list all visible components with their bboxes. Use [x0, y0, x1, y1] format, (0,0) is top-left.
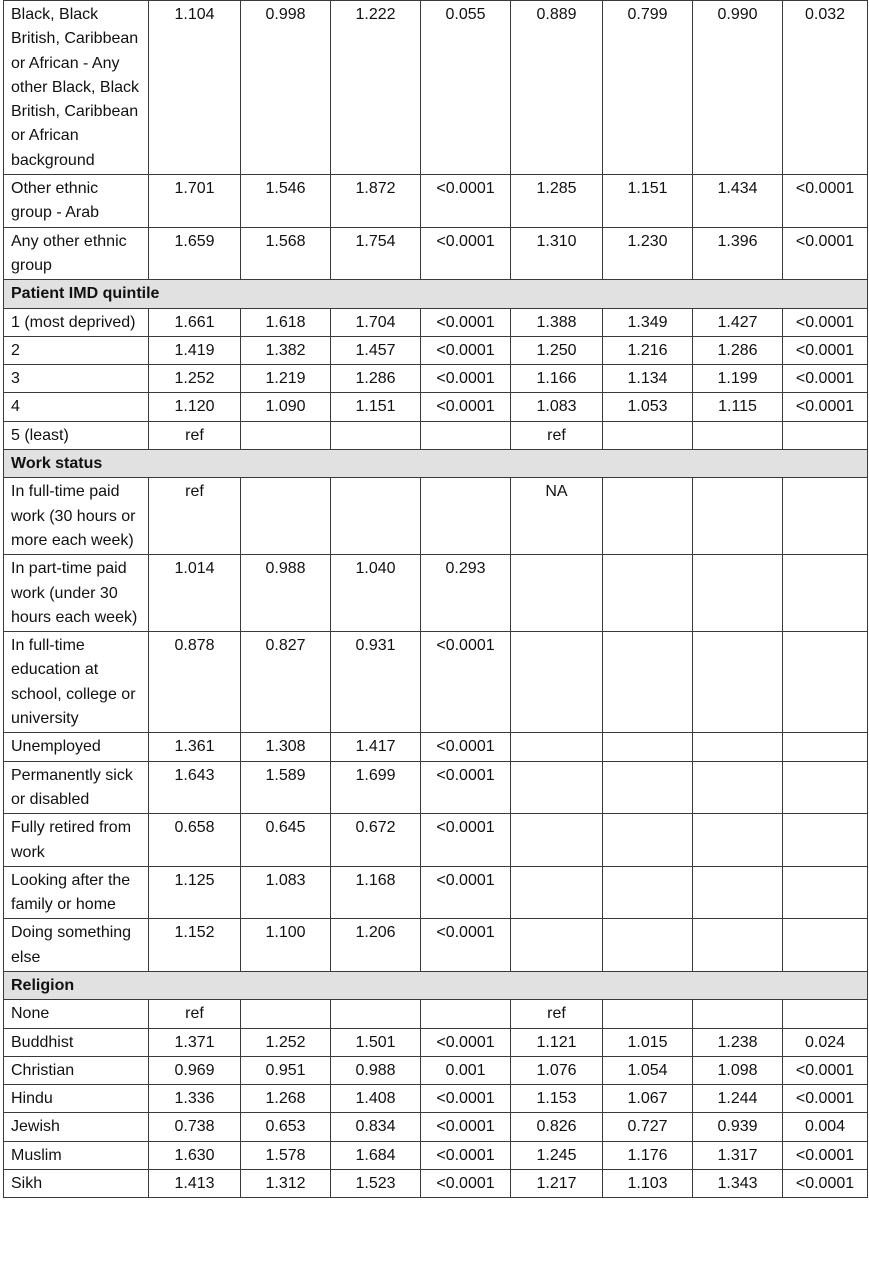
- table-body: [4, 1, 868, 1198]
- value-cell: [241, 478, 331, 555]
- value-cell: 0.990: [693, 1, 783, 175]
- row-label: Sikh: [4, 1170, 149, 1198]
- value-cell: 1.090: [241, 393, 331, 421]
- value-cell: 1.053: [603, 393, 693, 421]
- value-cell: 0.658: [149, 814, 241, 867]
- value-cell: 0.878: [149, 632, 241, 733]
- value-cell: <0.0001: [421, 761, 511, 814]
- section-header: Religion: [4, 971, 868, 999]
- value-cell: 1.125: [149, 866, 241, 919]
- value-cell: 1.417: [331, 733, 421, 761]
- value-cell: 1.054: [603, 1056, 693, 1084]
- value-cell: [241, 1000, 331, 1028]
- table-row: [4, 555, 868, 632]
- value-cell: 1.336: [149, 1085, 241, 1113]
- value-cell: 0.672: [331, 814, 421, 867]
- value-cell: NA: [511, 478, 603, 555]
- value-cell: 1.643: [149, 761, 241, 814]
- value-cell: 1.312: [241, 1170, 331, 1198]
- value-cell: [783, 866, 868, 919]
- value-cell: 0.998: [241, 1, 331, 175]
- value-cell: [331, 1000, 421, 1028]
- value-cell: [603, 761, 693, 814]
- value-cell: 1.286: [331, 365, 421, 393]
- value-cell: [603, 1000, 693, 1028]
- value-cell: 0.653: [241, 1113, 331, 1141]
- value-cell: <0.0001: [421, 866, 511, 919]
- value-cell: 1.151: [603, 175, 693, 228]
- value-cell: 1.371: [149, 1028, 241, 1056]
- value-cell: 1.176: [603, 1141, 693, 1169]
- value-cell: 1.310: [511, 227, 603, 280]
- table-row: [4, 1085, 868, 1113]
- value-cell: 1.578: [241, 1141, 331, 1169]
- value-cell: 1.040: [331, 555, 421, 632]
- value-cell: 1.103: [603, 1170, 693, 1198]
- value-cell: 1.216: [603, 336, 693, 364]
- value-cell: 0.032: [783, 1, 868, 175]
- value-cell: <0.0001: [783, 1056, 868, 1084]
- value-cell: 1.083: [241, 866, 331, 919]
- value-cell: [511, 733, 603, 761]
- value-cell: 0.939: [693, 1113, 783, 1141]
- value-cell: ref: [149, 421, 241, 449]
- value-cell: <0.0001: [783, 336, 868, 364]
- row-label: Black, Black British, Caribbean or African - Any other Black, Black British, Caribbean or African background: [4, 1, 149, 175]
- value-cell: 1.501: [331, 1028, 421, 1056]
- table-row: [4, 227, 868, 280]
- value-cell: 1.238: [693, 1028, 783, 1056]
- value-cell: 1.120: [149, 393, 241, 421]
- value-cell: 1.067: [603, 1085, 693, 1113]
- value-cell: 0.055: [421, 1, 511, 175]
- row-label: In part-time paid work (under 30 hours each week): [4, 555, 149, 632]
- value-cell: <0.0001: [421, 1141, 511, 1169]
- value-cell: [693, 632, 783, 733]
- value-cell: [693, 1000, 783, 1028]
- value-cell: 1.308: [241, 733, 331, 761]
- section-header-row: [4, 280, 868, 308]
- value-cell: 1.252: [241, 1028, 331, 1056]
- value-cell: <0.0001: [783, 175, 868, 228]
- value-cell: 1.222: [331, 1, 421, 175]
- value-cell: <0.0001: [421, 919, 511, 972]
- table-row: [4, 632, 868, 733]
- value-cell: 1.434: [693, 175, 783, 228]
- value-cell: [511, 814, 603, 867]
- value-cell: <0.0001: [421, 814, 511, 867]
- value-cell: 1.388: [511, 308, 603, 336]
- value-cell: 0.988: [241, 555, 331, 632]
- value-cell: 1.134: [603, 365, 693, 393]
- table-row: [4, 866, 868, 919]
- value-cell: [331, 478, 421, 555]
- value-cell: 0.951: [241, 1056, 331, 1084]
- value-cell: [511, 555, 603, 632]
- value-cell: 1.104: [149, 1, 241, 175]
- value-cell: 1.546: [241, 175, 331, 228]
- value-cell: [603, 421, 693, 449]
- value-cell: 1.427: [693, 308, 783, 336]
- value-cell: [511, 866, 603, 919]
- value-cell: <0.0001: [783, 365, 868, 393]
- row-label: 1 (most deprived): [4, 308, 149, 336]
- value-cell: 0.001: [421, 1056, 511, 1084]
- section-header-row: [4, 971, 868, 999]
- value-cell: <0.0001: [783, 227, 868, 280]
- value-cell: <0.0001: [783, 1085, 868, 1113]
- value-cell: 0.004: [783, 1113, 868, 1141]
- value-cell: 1.219: [241, 365, 331, 393]
- value-cell: 1.245: [511, 1141, 603, 1169]
- row-label: Looking after the family or home: [4, 866, 149, 919]
- value-cell: <0.0001: [421, 1113, 511, 1141]
- value-cell: <0.0001: [421, 365, 511, 393]
- table-row: [4, 1141, 868, 1169]
- value-cell: 1.098: [693, 1056, 783, 1084]
- value-cell: 0.969: [149, 1056, 241, 1084]
- value-cell: 1.286: [693, 336, 783, 364]
- value-cell: 0.727: [603, 1113, 693, 1141]
- value-cell: 1.701: [149, 175, 241, 228]
- value-cell: [331, 421, 421, 449]
- row-label: Any other ethnic group: [4, 227, 149, 280]
- value-cell: <0.0001: [421, 632, 511, 733]
- value-cell: [693, 478, 783, 555]
- table-row: [4, 1000, 868, 1028]
- row-label: Permanently sick or disabled: [4, 761, 149, 814]
- value-cell: <0.0001: [421, 227, 511, 280]
- row-label: Buddhist: [4, 1028, 149, 1056]
- regression-results-table: [3, 0, 868, 1198]
- value-cell: [693, 421, 783, 449]
- value-cell: [603, 733, 693, 761]
- value-cell: 1.244: [693, 1085, 783, 1113]
- value-cell: 1.252: [149, 365, 241, 393]
- value-cell: [783, 761, 868, 814]
- value-cell: <0.0001: [783, 1141, 868, 1169]
- section-header-row: [4, 450, 868, 478]
- table-row: [4, 733, 868, 761]
- value-cell: [603, 866, 693, 919]
- table-row: [4, 1, 868, 175]
- value-cell: 1.659: [149, 227, 241, 280]
- value-cell: 1.166: [511, 365, 603, 393]
- value-cell: 0.024: [783, 1028, 868, 1056]
- value-cell: [693, 733, 783, 761]
- value-cell: 1.630: [149, 1141, 241, 1169]
- value-cell: 1.419: [149, 336, 241, 364]
- value-cell: [693, 814, 783, 867]
- row-label: Jewish: [4, 1113, 149, 1141]
- value-cell: <0.0001: [421, 1085, 511, 1113]
- value-cell: ref: [511, 421, 603, 449]
- value-cell: 1.618: [241, 308, 331, 336]
- row-label: Muslim: [4, 1141, 149, 1169]
- table-row: [4, 175, 868, 228]
- value-cell: 1.704: [331, 308, 421, 336]
- value-cell: 1.396: [693, 227, 783, 280]
- table-row: [4, 761, 868, 814]
- value-cell: 1.230: [603, 227, 693, 280]
- value-cell: 1.121: [511, 1028, 603, 1056]
- value-cell: 0.799: [603, 1, 693, 175]
- value-cell: 1.014: [149, 555, 241, 632]
- value-cell: 1.076: [511, 1056, 603, 1084]
- value-cell: 1.589: [241, 761, 331, 814]
- value-cell: 1.115: [693, 393, 783, 421]
- value-cell: 0.645: [241, 814, 331, 867]
- value-cell: [421, 421, 511, 449]
- value-cell: 0.988: [331, 1056, 421, 1084]
- value-cell: <0.0001: [421, 175, 511, 228]
- value-cell: [511, 632, 603, 733]
- value-cell: 1.661: [149, 308, 241, 336]
- table-row: [4, 919, 868, 972]
- value-cell: 0.738: [149, 1113, 241, 1141]
- value-cell: ref: [149, 478, 241, 555]
- value-cell: 1.754: [331, 227, 421, 280]
- row-label: Other ethnic group - Arab: [4, 175, 149, 228]
- table-row: [4, 393, 868, 421]
- value-cell: 1.413: [149, 1170, 241, 1198]
- value-cell: [511, 761, 603, 814]
- value-cell: 1.872: [331, 175, 421, 228]
- table-row: [4, 421, 868, 449]
- value-cell: 1.343: [693, 1170, 783, 1198]
- table-row: [4, 1056, 868, 1084]
- row-label: Doing something else: [4, 919, 149, 972]
- value-cell: 0.826: [511, 1113, 603, 1141]
- value-cell: 1.568: [241, 227, 331, 280]
- value-cell: 1.285: [511, 175, 603, 228]
- value-cell: <0.0001: [421, 733, 511, 761]
- section-header: Patient IMD quintile: [4, 280, 868, 308]
- value-cell: 1.100: [241, 919, 331, 972]
- table-row: [4, 814, 868, 867]
- value-cell: [783, 814, 868, 867]
- value-cell: [603, 814, 693, 867]
- value-cell: [603, 555, 693, 632]
- value-cell: [693, 866, 783, 919]
- row-label: Fully retired from work: [4, 814, 149, 867]
- value-cell: [603, 632, 693, 733]
- value-cell: 1.361: [149, 733, 241, 761]
- value-cell: 1.699: [331, 761, 421, 814]
- row-label: 5 (least): [4, 421, 149, 449]
- value-cell: 1.268: [241, 1085, 331, 1113]
- value-cell: 1.199: [693, 365, 783, 393]
- row-label: None: [4, 1000, 149, 1028]
- row-label: In full-time paid work (30 hours or more each week): [4, 478, 149, 555]
- value-cell: [783, 478, 868, 555]
- row-label: 2: [4, 336, 149, 364]
- row-label: In full-time education at school, college or university: [4, 632, 149, 733]
- value-cell: [783, 421, 868, 449]
- value-cell: 1.153: [511, 1085, 603, 1113]
- value-cell: <0.0001: [421, 1028, 511, 1056]
- value-cell: 1.168: [331, 866, 421, 919]
- value-cell: 1.349: [603, 308, 693, 336]
- value-cell: 1.015: [603, 1028, 693, 1056]
- value-cell: [421, 478, 511, 555]
- table-row: [4, 1028, 868, 1056]
- value-cell: [783, 632, 868, 733]
- value-cell: ref: [149, 1000, 241, 1028]
- row-label: 4: [4, 393, 149, 421]
- value-cell: 1.317: [693, 1141, 783, 1169]
- value-cell: 1.217: [511, 1170, 603, 1198]
- value-cell: [241, 421, 331, 449]
- value-cell: 1.684: [331, 1141, 421, 1169]
- value-cell: 1.151: [331, 393, 421, 421]
- value-cell: <0.0001: [783, 308, 868, 336]
- value-cell: 1.523: [331, 1170, 421, 1198]
- value-cell: 0.827: [241, 632, 331, 733]
- value-cell: 1.457: [331, 336, 421, 364]
- value-cell: <0.0001: [421, 336, 511, 364]
- value-cell: [783, 733, 868, 761]
- value-cell: 1.250: [511, 336, 603, 364]
- value-cell: 1.083: [511, 393, 603, 421]
- value-cell: [693, 919, 783, 972]
- table-row: [4, 365, 868, 393]
- value-cell: [511, 919, 603, 972]
- value-cell: 1.382: [241, 336, 331, 364]
- value-cell: [603, 478, 693, 555]
- value-cell: [693, 555, 783, 632]
- value-cell: [421, 1000, 511, 1028]
- value-cell: [783, 1000, 868, 1028]
- value-cell: 0.889: [511, 1, 603, 175]
- table-row: [4, 1170, 868, 1198]
- table-row: [4, 308, 868, 336]
- row-label: Christian: [4, 1056, 149, 1084]
- value-cell: <0.0001: [421, 393, 511, 421]
- value-cell: [693, 761, 783, 814]
- value-cell: 0.293: [421, 555, 511, 632]
- value-cell: 0.931: [331, 632, 421, 733]
- row-label: Unemployed: [4, 733, 149, 761]
- row-label: Hindu: [4, 1085, 149, 1113]
- section-header: Work status: [4, 450, 868, 478]
- value-cell: <0.0001: [421, 308, 511, 336]
- value-cell: <0.0001: [421, 1170, 511, 1198]
- value-cell: <0.0001: [783, 1170, 868, 1198]
- value-cell: 1.206: [331, 919, 421, 972]
- value-cell: 1.152: [149, 919, 241, 972]
- table-row: [4, 336, 868, 364]
- row-label: 3: [4, 365, 149, 393]
- table-row: [4, 478, 868, 555]
- value-cell: [783, 919, 868, 972]
- value-cell: 0.834: [331, 1113, 421, 1141]
- value-cell: 1.408: [331, 1085, 421, 1113]
- value-cell: <0.0001: [783, 393, 868, 421]
- table-row: [4, 1113, 868, 1141]
- value-cell: [783, 555, 868, 632]
- value-cell: ref: [511, 1000, 603, 1028]
- value-cell: [603, 919, 693, 972]
